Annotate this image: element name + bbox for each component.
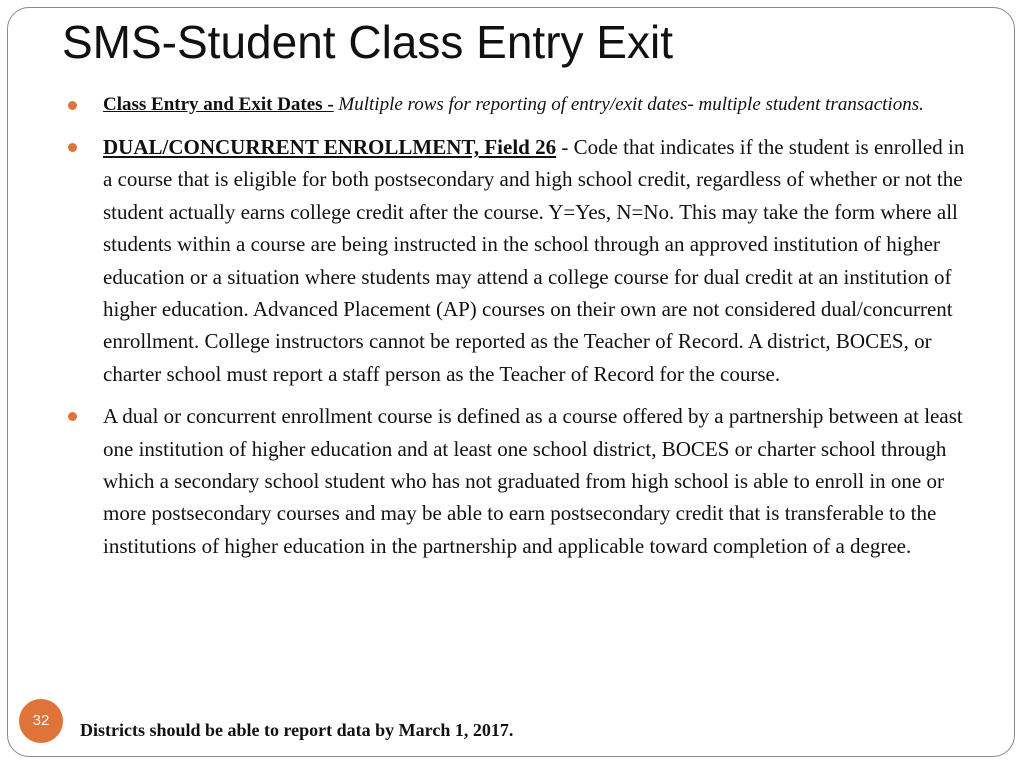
bullet-dot-icon [68, 101, 77, 110]
bullet-heading: DUAL/CONCURRENT ENROLLMENT, Field 26 [103, 135, 557, 159]
bullet-list [60, 89, 978, 562]
bullet-body: Multiple rows for reporting of entry/exit dates- multiple student transactions. [333, 94, 924, 115]
slide-title: SMS-Student Class Entry Exit [62, 16, 673, 68]
page-number-badge: 32 [19, 699, 63, 743]
footer-note: Districts should be able to report data by March 1, 2017. [80, 720, 514, 740]
bullet-heading: Class Entry and Exit Dates - [103, 94, 334, 115]
bullet-body: A dual or concurrent enrollment course is defined as a course offered by a partnership between at least one institution of higher education and at least one school district, BOCES or charter school through which a secondary school student who has not graduated from high school is able to enroll in one or more postsecondary courses and may be able to earn postsecondary credit that is transferable to the institutions of higher education in the partnership and applicable toward completion of a degree. [103, 404, 963, 558]
bullet-dual-concurrent-enrollment [60, 131, 978, 390]
bullet-dot-icon [68, 143, 77, 152]
bullet-course-definition [60, 400, 978, 562]
bullet-dot-icon [68, 412, 77, 421]
bullet-class-entry-exit-dates [60, 89, 978, 121]
bullet-body: - Code that indicates if the student is enrolled in a course that is eligible for both postsecondary and high school credit, regardless of whether or not the student actually earns college credit after the course. Y=Yes, N=No. This may take the form where all students within a course are being instructed in the school through an approved institution of higher education or a situation where students may attend a college course for dual credit at an institution of higher education. Advanced Placement (AP) courses on their own are not considered dual/concurrent enrollment. College instructors cannot be reported as the Teacher of Record. A district, BOCES, or charter school must report a staff person as the Teacher of Record for the course. [103, 135, 965, 386]
